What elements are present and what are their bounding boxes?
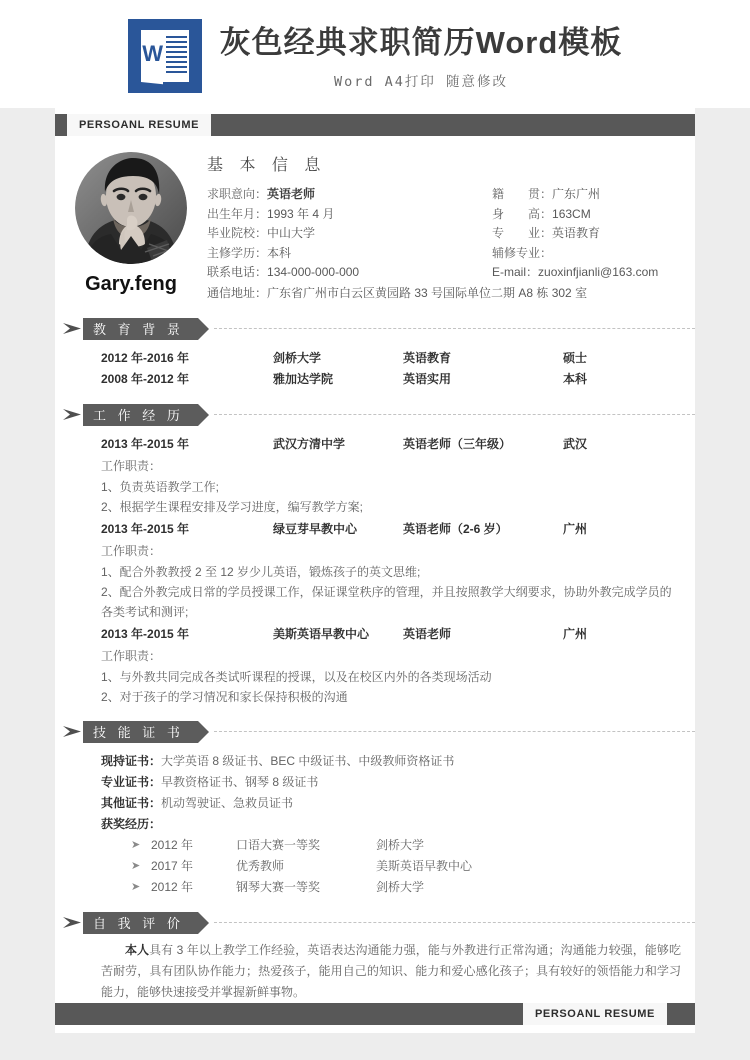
job-role: 英语老师 [403,626,452,641]
skill-line-other [101,793,683,814]
info-label-minor: 辅修专业： [492,245,553,260]
basic-info-left [207,185,492,263]
award-org: 美斯英语早教中心 [376,858,473,873]
resume-header-bar [55,114,695,136]
resume-footer-bar [55,1003,695,1025]
list-item [101,624,683,707]
basic-info-right [492,185,687,263]
skill-label-professional: 专业证书： [101,774,162,789]
section-arrow-icon [63,916,82,929]
word-icon-letter: W [142,41,164,66]
page-background [0,108,750,1060]
info-row-school [207,224,492,244]
info-value-education: 本科 [267,245,292,260]
info-row-hometown [492,185,687,205]
section-tag-self-evaluation: 自 我 评 价 [83,912,198,934]
section-divider-self-evaluation [214,922,695,923]
section-header-education [63,318,695,340]
email-field [492,263,658,283]
job-city: 武汉 [563,436,588,451]
award-org: 剑桥大学 [376,879,425,894]
contact-row [207,263,687,283]
job-duty-label: 工作职责： [101,543,162,558]
word-icon [128,19,202,93]
section-header-skills [63,721,695,743]
email-value: zuoxinfjianli@163.com [538,265,659,280]
job-company: 绿豆芽早教中心 [273,521,358,536]
award-title: 钢琴大赛一等奖 [236,879,321,894]
basic-info-grid [207,185,687,263]
chevron-bullet-icon: ➤ [131,838,141,851]
info-row-height [492,205,687,225]
edu-major: 英语实用 [403,371,452,386]
job-duty: 2、配合外教完成日常的学员授课工作，保证课堂秩序的管理，并且按照教学大纲要求，协助外教完成学员的各类考试和测评; [101,584,672,619]
job-duty: 1、配合外教教授 2 至 12 岁少儿英语，锻炼孩子的英文思维; [101,564,421,579]
work-body [55,426,695,707]
edu-period: 2008 年-2012 年 [101,371,190,386]
footer-bar-cap [667,1003,695,1025]
edu-degree: 本科 [563,371,588,386]
word-icon-lines [166,36,187,76]
education-body [55,340,695,390]
avatar [75,152,187,264]
list-item [101,856,683,877]
chevron-bullet-icon: ➤ [131,859,141,872]
banner-subtitle: Word A4打印 随意修改 [333,73,508,90]
award-title: 口语大赛一等奖 [236,837,321,852]
info-row-education [207,244,492,264]
footer-bar-label: PERSOANL RESUME [523,1003,667,1025]
skill-value-other: 机动驾驶证、急救员证书 [161,795,294,810]
resume-paper [55,108,695,1033]
portrait-photo [75,152,187,264]
skills-body [55,743,695,898]
section-arrow-icon [63,408,82,421]
phone-value: 134-000-000-000 [267,265,360,280]
award-year: 2012 年 [151,837,194,852]
award-title: 优秀教师 [236,858,285,873]
job-duty-label: 工作职责： [101,648,162,663]
section-divider-work [214,414,695,415]
address-field [207,284,687,304]
basic-info-title: 基 本 信 息 [207,157,327,174]
section-arrow-icon [63,322,82,335]
job-duty: 2、对于孩子的学习情况和家长保持积极的沟通 [101,689,348,704]
header-bar-cap [55,114,67,136]
self-evaluation-text [55,934,695,1003]
skill-line-professional [101,772,683,793]
basic-info-column [207,150,695,304]
section-header-work [63,404,695,426]
page-banner [0,0,750,108]
info-row-major [492,224,687,244]
section-tag-education: 教 育 背 景 [83,318,198,340]
award-org: 剑桥大学 [376,837,425,852]
job-role: 英语老师（三年级） [403,436,512,451]
table-row [101,369,683,390]
info-label-school: 毕业院校： [207,226,268,241]
self-evaluation-lead: 本人 [125,942,150,957]
job-period: 2013 年-2015 年 [101,521,190,536]
job-header [101,519,683,540]
edu-school: 雅加达学院 [273,371,334,386]
address-label: 通信地址： [207,285,268,300]
job-company: 美斯英语早教中心 [273,626,370,641]
skill-value-current: 大学英语 8 级证书、BEC 中级证书、中级教师资格证书 [161,753,455,768]
list-item [101,835,683,856]
email-label: E-mail： [492,265,539,280]
phone-field [207,263,492,283]
section-divider-skills [214,731,695,732]
info-label-birth: 出生年月： [207,206,268,221]
skill-label-other: 其他证书： [101,795,162,810]
job-period: 2013 年-2015 年 [101,436,190,451]
skill-value-professional: 早教资格证书、钢琴 8 级证书 [161,774,319,789]
section-header-self-evaluation [63,912,695,934]
info-label-height: 身 高： [492,206,553,221]
info-value-birth: 1993 年 4 月 [267,206,335,221]
info-value-school: 中山大学 [267,226,316,241]
info-label-hometown: 籍 贯： [492,187,553,201]
list-item [101,519,683,622]
info-row-minor [492,244,687,264]
edu-school: 剑桥大学 [273,350,322,365]
info-value-hometown: 广东广州 [552,187,601,201]
job-header [101,434,683,455]
basic-info-section [55,136,695,304]
section-tag-work: 工 作 经 历 [83,404,198,426]
list-item [101,434,683,517]
job-role: 英语老师（2-6 岁） [403,521,508,536]
info-label-major: 专 业： [492,226,553,241]
awards-label [101,814,683,835]
job-city: 广州 [563,521,588,536]
info-row-objective [207,185,492,205]
job-company: 武汉方清中学 [273,436,346,451]
chevron-bullet-icon: ➤ [131,880,141,893]
job-duty-label: 工作职责： [101,458,162,473]
info-value-major: 英语教育 [552,226,601,241]
person-name: Gary.feng [85,273,177,295]
banner-text [220,23,623,90]
job-header [101,624,683,645]
info-row-birth [207,205,492,225]
photo-column [55,150,207,304]
edu-major: 英语教育 [403,350,452,365]
section-divider-education [214,328,695,329]
info-label-education: 主修学历： [207,245,268,260]
banner-title: 灰色经典求职简历Word模板 [219,24,623,60]
phone-label: 联系电话： [207,265,268,280]
award-year: 2017 年 [151,858,194,873]
info-value-height: 163CM [552,206,591,221]
list-item [101,877,683,898]
awards-label-text: 获奖经历： [101,816,162,831]
address-value: 广东省广州市白云区黄园路 33 号国际单位二期 A8 栋 302 室 [267,285,588,300]
table-row [101,348,683,369]
section-arrow-icon [63,725,82,738]
job-duty: 2、根据学生课程安排及学习进度，编写教学方案; [101,499,364,514]
edu-degree: 硕士 [563,350,588,365]
award-year: 2012 年 [151,879,194,894]
section-tag-skills: 技 能 证 书 [83,721,198,743]
job-city: 广州 [563,626,588,641]
info-label-objective: 求职意向： [207,187,268,201]
job-duty: 1、负责英语教学工作; [101,479,220,494]
skill-line-current [101,751,683,772]
job-period: 2013 年-2015 年 [101,626,190,641]
header-bar-label: PERSOANL RESUME [67,114,211,136]
header-bar-fill [211,114,695,136]
skill-label-current: 现持证书： [101,753,162,768]
edu-period: 2012 年-2016 年 [101,350,190,365]
footer-bar-fill [55,1003,523,1025]
self-evaluation-body: 具有 3 年以上教学工作经验，英语表达沟通能力强，能与外教进行正常沟通；沟通能力较强，能够吃苦耐劳，具有团队协作能力；热爱孩子，能用自己的知识、能力和爱心感化孩子；具有较好的领悟能力和学习能力，能够快速接受并掌握新鲜事物。 [101,942,681,999]
job-duty: 1、与外教共同完成各类试听课程的授课，以及在校区内外的各类现场活动 [101,669,492,684]
info-value-objective: 英语老师 [267,187,316,201]
